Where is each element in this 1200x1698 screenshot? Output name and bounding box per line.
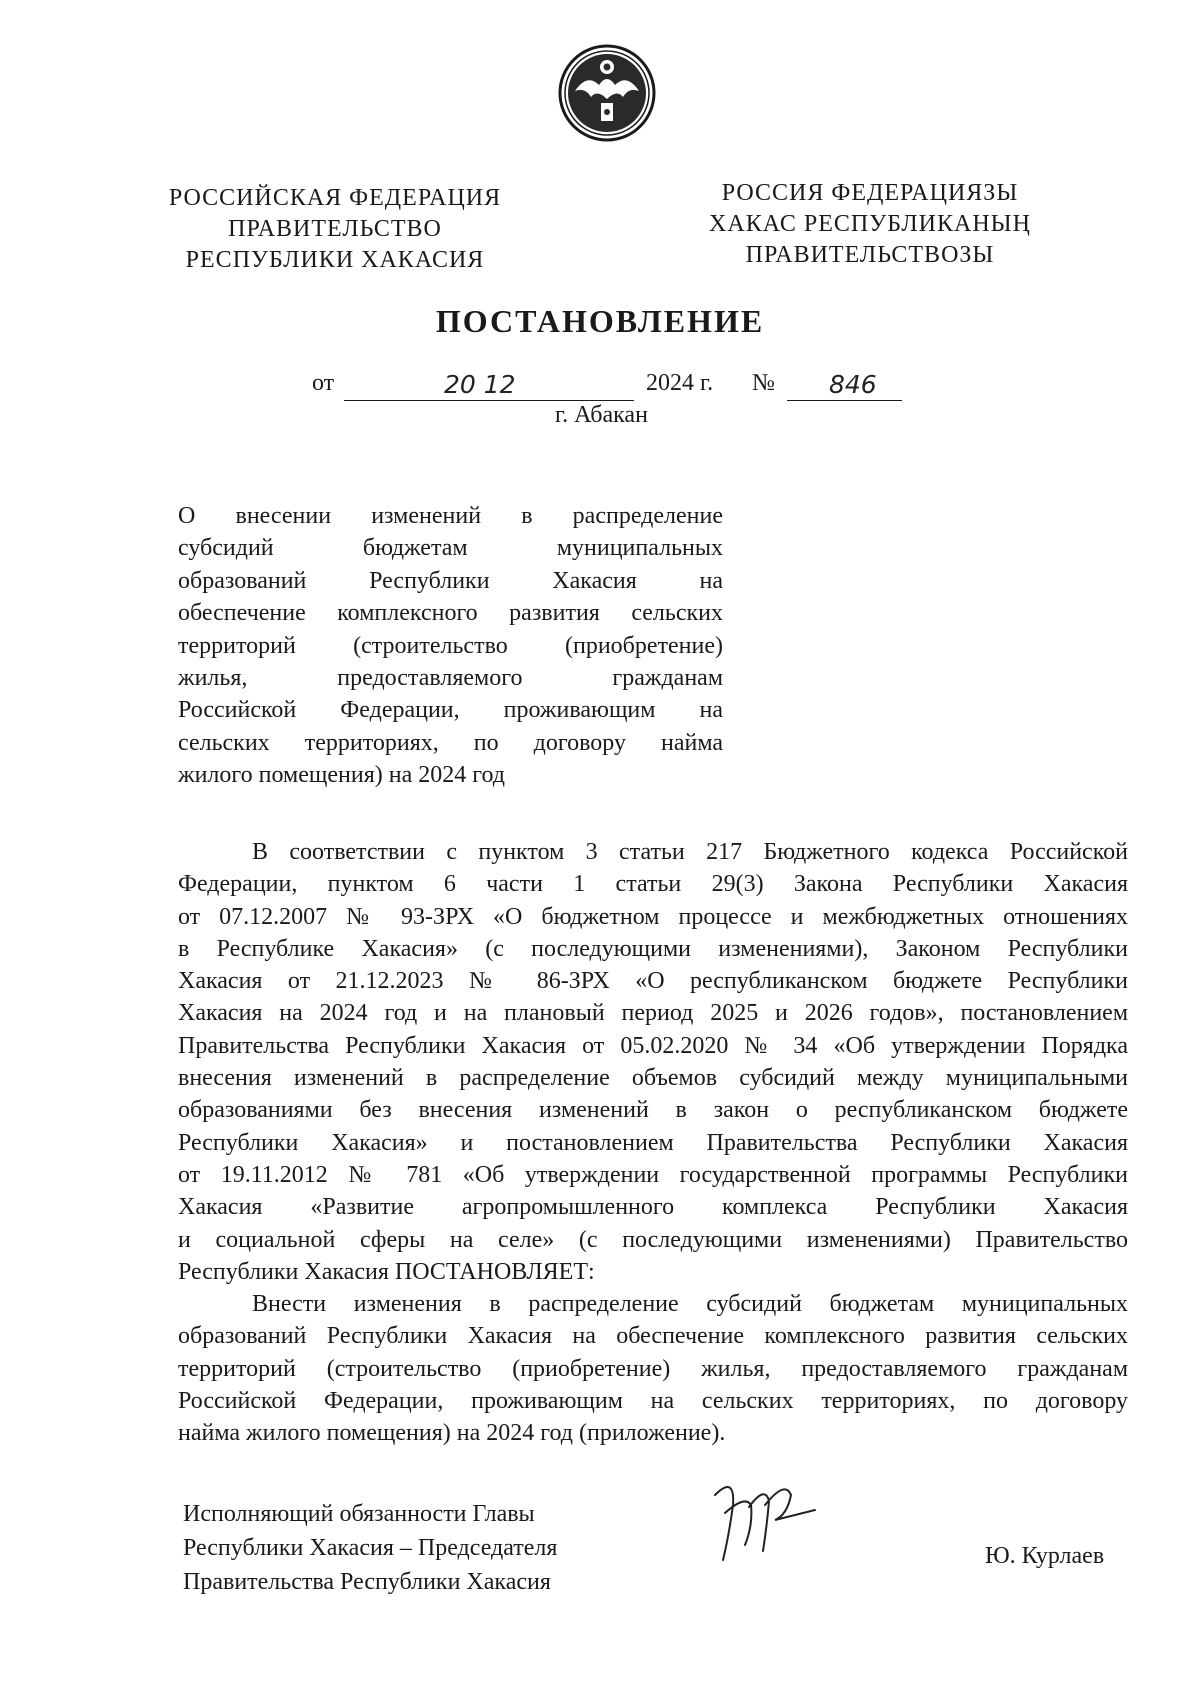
body-line: образованиями без внесения изменений в закон о республиканском бюджете [178, 1097, 1128, 1124]
header-right-line: РОССИЯ ФЕДЕРАЦИЯЗЫ [721, 180, 1019, 206]
header-left [160, 183, 510, 276]
body-line: внесения изменений в распределение объемов субсидий между муниципальными [178, 1065, 1128, 1092]
body-line: Республики Хакасия» и постановлением Правительства Республики Хакасия [178, 1129, 1128, 1156]
handwritten-date: 20 12 [444, 370, 516, 399]
body-line: и социальной сферы на селе» (с последующими изменениями) Правительство [178, 1226, 1128, 1253]
body-line: Правительства Республики Хакасия от 05.02.2020 № 34 «Об утверждении Порядка [178, 1032, 1128, 1059]
body-line: Республики Хакасия ПОСТАНОВЛЯЕТ: [178, 1258, 595, 1285]
body-line: Российской Федерации, проживающим на сельских территориях, по договору [178, 1388, 1128, 1415]
header-left-line: РОССИЙСКАЯ ФЕДЕРАЦИЯ [168, 185, 502, 211]
document-title: ПОСТАНОВЛЕНИЕ [435, 303, 765, 339]
subject-line: территорий (строительство (приобретение) [178, 632, 723, 659]
body-line: Хакасия от 21.12.2023 № 86-ЗРХ «О республиканском бюджете Республики [178, 968, 1128, 995]
subject-line: субсидий бюджетам муниципальных [178, 535, 723, 562]
signatory-position [183, 1497, 557, 1599]
subject-line: О внесении изменений в распределение [178, 503, 723, 529]
subject-line: образований Республики Хакасия на [178, 567, 723, 594]
signatory-position-line: Исполняющий обязанности Главы [183, 1501, 535, 1527]
header-left-line: ПРАВИТЕЛЬСТВО [228, 216, 442, 242]
body-line: от 07.12.2007 № 93-ЗРХ «О бюджетном процессе и межбюджетных отношениях [178, 903, 1128, 930]
signatory-position-line: Правительства Республики Хакасия [183, 1569, 551, 1595]
header-right-line: ХАКАС РЕСПУБЛИКАНЫҢ [709, 211, 1031, 237]
number-sign: № [752, 370, 775, 396]
body-line: Федерации, пунктом 6 части 1 статьи 29(3) Закона Республики Хакасия [178, 871, 1128, 898]
subject-line: сельских территориях, по договору найма [178, 729, 723, 756]
body-line: образований Республики Хакасия на обеспечение комплексного развития сельских [178, 1323, 1128, 1350]
date-underline [344, 370, 634, 401]
subject-line: жилья, предоставляемого гражданам [178, 665, 723, 692]
subject-line: обеспечение комплексного развития сельских [178, 600, 723, 627]
date-number-line [0, 370, 1200, 402]
header-right-line: ПРАВИТЕЛЬСТВОЗЫ [745, 242, 995, 268]
body-line: Хакасия на 2024 год и на плановый период 2025 и 2026 годов», постановлением [178, 1000, 1128, 1027]
header-left-line: РЕСПУБЛИКИ ХАКАСИЯ [185, 247, 485, 273]
handwritten-signature [705, 1465, 825, 1575]
coat-of-arms-emblem [557, 43, 657, 143]
subject-line: жилого помещения) на 2024 год [178, 762, 505, 789]
number-underline [787, 370, 902, 401]
body-line: найма жилого помещения) на 2024 год (приложение). [178, 1420, 726, 1447]
body-line: В соответствии с пунктом 3 статьи 217 Бюджетного кодекса Российской [252, 839, 1128, 865]
subject-block [178, 500, 723, 792]
signatory-name: Ю. Курлаев [985, 1543, 1105, 1569]
body-text [178, 836, 1128, 1450]
city: г. Абакан [555, 402, 648, 428]
date-prefix: от [312, 370, 335, 396]
handwritten-number: 846 [829, 370, 877, 399]
signatory-position-line: Республики Хакасия – Председателя [183, 1535, 558, 1561]
body-line: в Республике Хакасия» (с последующими изменениями), Законом Республики [178, 935, 1128, 962]
body-line: территорий (строительство (приобретение) жилья, предоставляемого гражданам [178, 1355, 1128, 1382]
subject-line: Российской Федерации, проживающим на [178, 697, 723, 724]
year-label: 2024 г. [646, 370, 714, 396]
body-line: Внести изменения в распределение субсидий бюджетам муниципальных [252, 1291, 1128, 1318]
header-right [705, 178, 1035, 271]
body-line: Хакасия «Развитие агропромышленного комплекса Республики Хакасия [178, 1194, 1128, 1221]
body-line: от 19.11.2012 № 781 «Об утверждении государственной программы Республики [178, 1161, 1128, 1188]
